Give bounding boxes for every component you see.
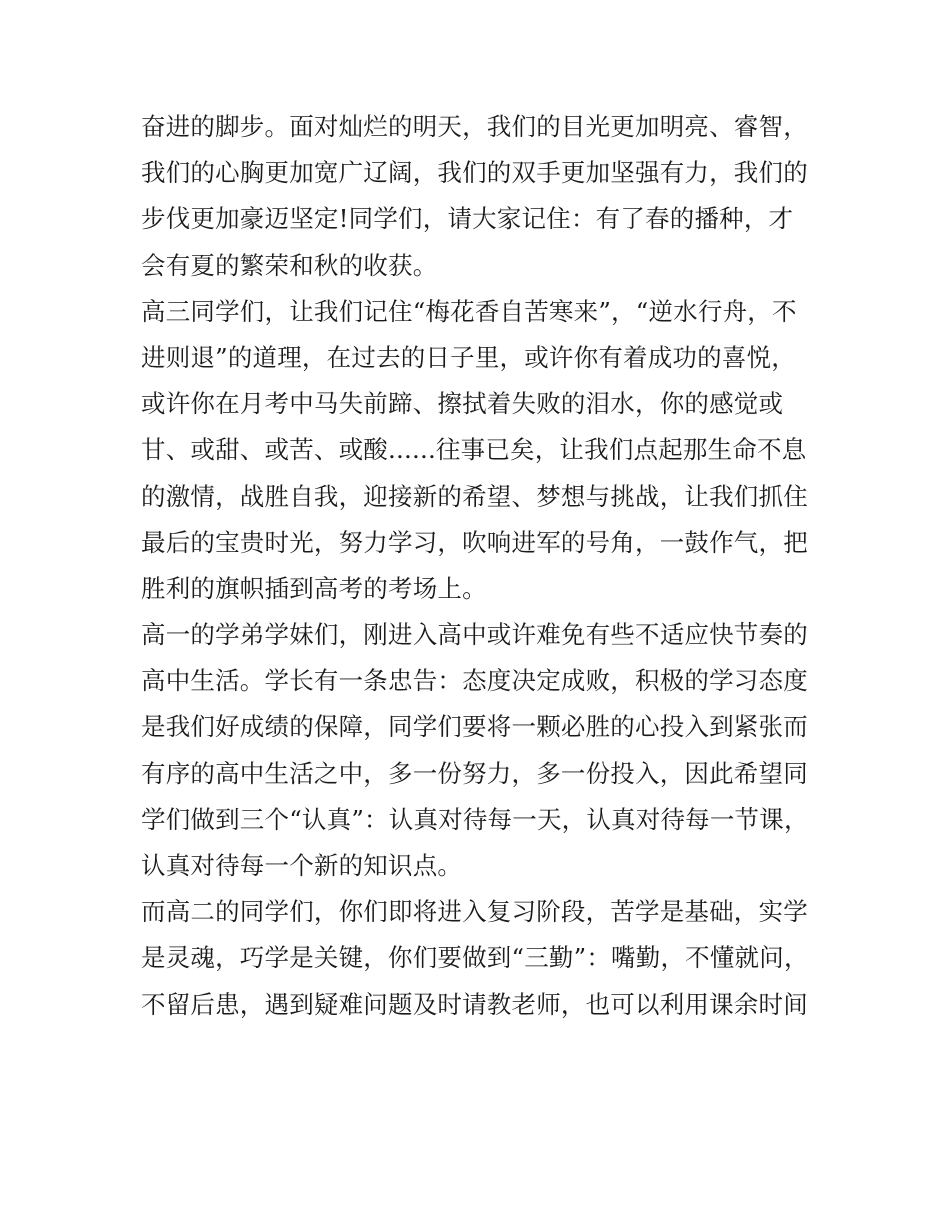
text-line: 奋进的脚步。面对灿烂的明天，我们的目光更加明亮、睿智， xyxy=(141,112,808,141)
text-line: 是我们好成绩的保障，同学们要将一颗必胜的心投入到紧张而 xyxy=(141,712,808,742)
text-line: 进则退”的道理，在过去的日子里，或许你有着成功的喜悦， xyxy=(141,342,796,372)
text-line: 是灵魂，巧学是关键，你们要做到“三勤”：嘴勤，不懂就问， xyxy=(141,943,809,973)
text-line: 或许你在月考中马失前蹄、擦拭着失败的泪水，你的感觉或 xyxy=(141,389,784,419)
text-line: 的激情，战胜自我，迎接新的希望、梦想与挑战，让我们抓住 xyxy=(141,481,808,511)
text-line: 会有夏的繁荣和秋的收获。 xyxy=(141,250,438,280)
text-line: 认真对待每一个新的知识点。 xyxy=(141,851,463,880)
text-line: 步伐更加豪迈坚定!同学们，请大家记住：有了春的播种，才 xyxy=(141,204,794,234)
text-line: 胜利的旗帜插到高考的考场上。 xyxy=(141,573,487,603)
text-line: 最后的宝贵时光，努力学习，吹响进军的号角，一鼓作气，把 xyxy=(141,527,808,557)
text-line: 甘、或甜、或苦、或酸......往事已矣，让我们点起那生命不息 xyxy=(141,435,807,465)
text-line: 高中生活。学长有一条忠告：态度决定成败，积极的学习态度 xyxy=(141,666,808,696)
text-line: 学们做到三个“认真”：认真对待每一天，认真对待每一节课， xyxy=(141,804,809,834)
text-line: 有序的高中生活之中，多一份努力，多一份投入，因此希望同 xyxy=(141,758,808,788)
body-text xyxy=(141,104,821,1028)
text-line: 高一的学弟学妹们，刚进入高中或许难免有些不适应快节奏的 xyxy=(141,620,808,650)
text-line: 高三同学们，让我们记住“梅花香自苦寒来”，“逆水行舟，不 xyxy=(141,296,797,326)
text-line: 而高二的同学们，你们即将进入复习阶段，苦学是基础，实学 xyxy=(141,897,808,927)
text-line: 不留后患，遇到疑难问题及时请教老师，也可以利用课余时间 xyxy=(141,989,808,1019)
text-line: 我们的心胸更加宽广辽阔，我们的双手更加坚强有力，我们的 xyxy=(141,158,808,188)
